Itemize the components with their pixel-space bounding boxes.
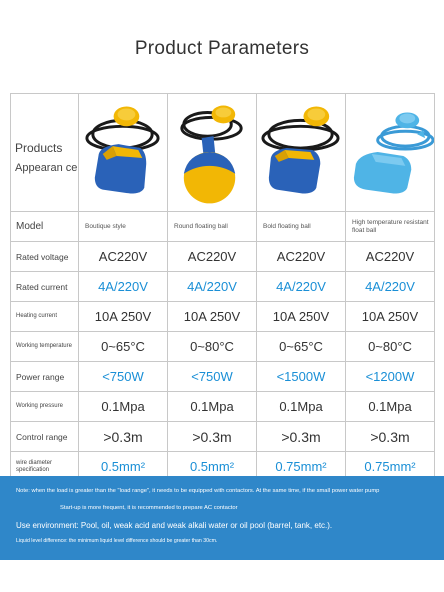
model-cell-4: High temperature resistant float ball	[346, 212, 435, 242]
appearance-label-line2: Appearan ce	[15, 161, 78, 174]
rated-current-cell-2: 4A/220V	[168, 272, 257, 302]
table-row-power-range	[11, 362, 435, 392]
note-liquid-level: Liquid level difference: the minimum liquid level difference should be greater than 30cm.	[16, 538, 218, 544]
row-label-power-range: Power range	[11, 362, 79, 392]
rated-current-cell-4: 4A/220V	[346, 272, 435, 302]
table-row-rated-voltage	[11, 242, 435, 272]
notes-banner	[0, 476, 444, 560]
wire-diameter-cell-2: 0.5mm²	[168, 452, 257, 482]
page-title: Product Parameters	[134, 38, 310, 59]
table-row-working-temperature	[11, 332, 435, 362]
rated-voltage-cell-1: AC220V	[79, 242, 168, 272]
working-pressure-cell-4: 0.1Mpa	[346, 392, 435, 422]
working-temperature-cell-4: 0~80°C	[346, 332, 435, 362]
rated-voltage-cell-4: AC220V	[346, 242, 435, 272]
working-temperature-cell-3: 0~65°C	[257, 332, 346, 362]
working-pressure-cell-1: 0.1Mpa	[79, 392, 168, 422]
row-label-wire-diameter: wire diameter specification	[11, 452, 79, 482]
table-row-heating-current	[11, 302, 435, 332]
appearance-label-line1: Products	[15, 140, 63, 155]
product-image-cell-1	[79, 94, 168, 212]
table-row-working-pressure	[11, 392, 435, 422]
wire-diameter-cell-1: 0.5mm²	[79, 452, 168, 482]
working-temperature-cell-2: 0~80°C	[168, 332, 257, 362]
rated-current-cell-3: 4A/220V	[257, 272, 346, 302]
power-range-cell-3: <1500W	[257, 362, 346, 392]
square-yellow-blue-float-ball-icon	[79, 94, 167, 211]
product-parameters-table	[10, 93, 435, 482]
control-range-cell-4: >0.3m	[346, 422, 435, 452]
round-yellow-float-ball-icon	[168, 94, 256, 211]
control-range-cell-2: >0.3m	[168, 422, 257, 452]
product-image-cell-4	[346, 94, 435, 212]
power-range-cell-1: <750W	[79, 362, 168, 392]
power-range-cell-4: <1200W	[346, 362, 435, 392]
wire-diameter-cell-3: 0.75mm²	[257, 452, 346, 482]
row-label-control-range: Control range	[11, 422, 79, 452]
note-contactor: Start-up is more frequent, it is recommended to prepare AC contactor	[60, 505, 238, 511]
rated-voltage-cell-2: AC220V	[168, 242, 257, 272]
model-cell-3: Bold floating ball	[257, 212, 346, 242]
product-image-cell-3	[257, 94, 346, 212]
heating-current-cell-2: 10A 250V	[168, 302, 257, 332]
row-label-heating-current: Heating current	[11, 302, 79, 332]
control-range-cell-3: >0.3m	[257, 422, 346, 452]
working-pressure-cell-2: 0.1Mpa	[168, 392, 257, 422]
table-row-control-range	[11, 422, 435, 452]
table-row-appearance	[11, 94, 435, 212]
heating-current-cell-3: 10A 250V	[257, 302, 346, 332]
row-label-model: Model	[11, 212, 79, 242]
appearance-label-cell	[11, 94, 79, 212]
power-range-cell-2: <750W	[168, 362, 257, 392]
light-blue-high-temp-float-ball-icon	[346, 94, 434, 211]
rated-current-cell-1: 4A/220V	[79, 272, 168, 302]
row-label-working-pressure: Working pressure	[11, 392, 79, 422]
square-yellow-blue-float-ball-icon	[257, 94, 345, 211]
heating-current-cell-4: 10A 250V	[346, 302, 435, 332]
row-label-rated-voltage: Rated voltage	[11, 242, 79, 272]
rated-voltage-cell-3: AC220V	[257, 242, 346, 272]
row-label-rated-current: Rated current	[11, 272, 79, 302]
note-use-environment: Use environment: Pool, oil, weak acid and weak alkali water or oil pool (barrel, tank, etc.).	[16, 521, 333, 530]
model-cell-2: Round floating ball	[168, 212, 257, 242]
control-range-cell-1: >0.3m	[79, 422, 168, 452]
row-label-working-temperature: Working temperature	[11, 332, 79, 362]
product-image-cell-2	[168, 94, 257, 212]
model-cell-1: Boutique style	[79, 212, 168, 242]
wire-diameter-cell-4: 0.75mm²	[346, 452, 435, 482]
heating-current-cell-1: 10A 250V	[79, 302, 168, 332]
table-row-rated-current	[11, 272, 435, 302]
working-pressure-cell-3: 0.1Mpa	[257, 392, 346, 422]
table-row-model	[11, 212, 435, 242]
note-load-range: Note: when the load is greater than the "load range", it needs to be equipped with contactors. At the same time, if the small power water pump	[16, 488, 380, 494]
working-temperature-cell-1: 0~65°C	[79, 332, 168, 362]
